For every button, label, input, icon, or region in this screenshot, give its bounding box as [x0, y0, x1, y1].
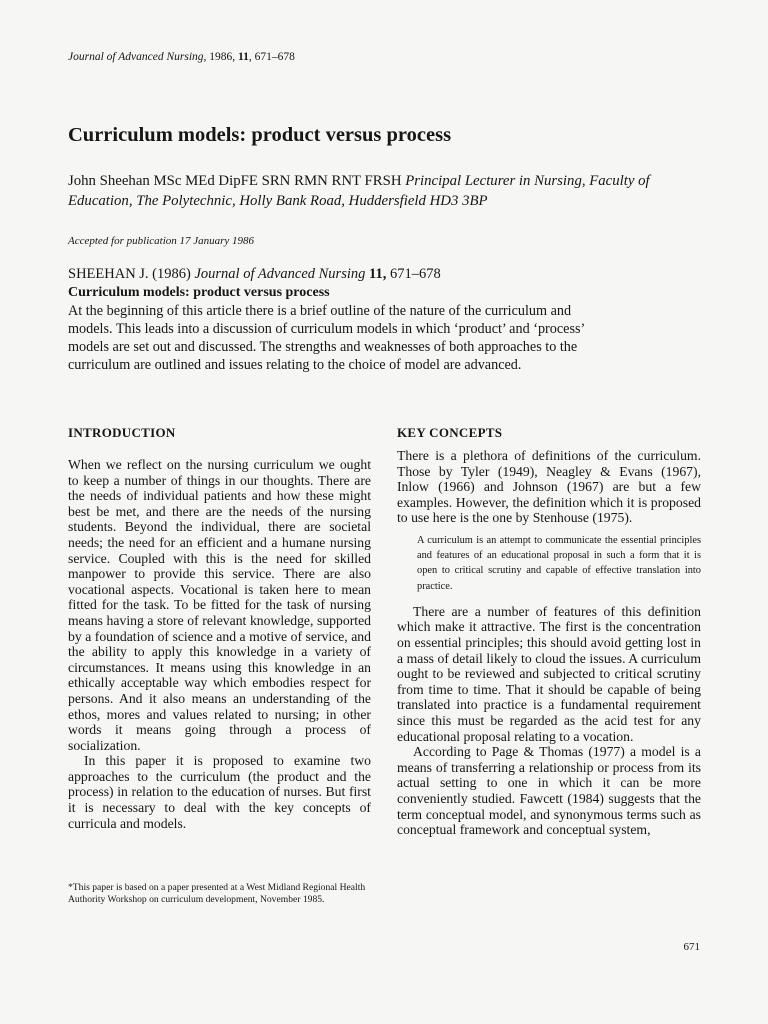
introduction-heading: INTRODUCTION [68, 425, 176, 440]
introduction-body [68, 457, 371, 831]
citation-volume: 11, [365, 266, 387, 282]
abstract-line: models are set out and discussed. The strengths and weaknesses of both approaches to the [68, 339, 578, 355]
abstract [68, 302, 708, 374]
accepted-date: Accepted for publication 17 January 1986 [68, 235, 255, 247]
key-concepts-body [397, 448, 701, 838]
introduction-paragraph: In this paper it is proposed to examine two approaches to the curriculum (the product and the process) in relation to the education of nurses. But first it is necessary to deal with the key concepts of curricula and models. [68, 753, 371, 831]
citation-pages: 671–678 [386, 266, 441, 282]
introduction-paragraph: When we reflect on the nursing curriculum we ought to keep a number of things in our thoughts. There are the needs of individual patients and how these might best be met, and there are the needs of the nursing students. Beyond the individual, there are societal needs; the need for an efficient and a humane nursing service. Coupled with this is the need for skilled manpower to provide this service. There are also vocational aspects. Vocational is taken here to mean fitted for the task. To be fitted for the task of nursing means having a store of relevant knowledge, supported by a foundation of science and a motive of service, and the ability to apply this knowledge in a variety of circumstances. It means using this knowledge in an ethically acceptable way which embodies respect for persons. And it also means an understanding of the ethos, mores and values related to nursing; in other words it means going through a process of socialization. [68, 457, 371, 753]
key-concepts-paragraph: There are a number of features of this definition which make it attractive. The first is the concentration on essential principles; this should avoid getting lost in a mass of detail likely to cloud the issues. A curriculum ought to be reviewed and subjected to critical scrutiny from time to time. That it should be capable of being translated into practice is a fundamental requirement since this must be regarded as the acid test for any educational proposal relating to a vocation. [397, 603, 701, 744]
citation-author-year: SHEEHAN J. (1986) [68, 266, 195, 282]
author-name: John Sheehan [68, 173, 150, 189]
abstract-line: At the beginning of this article there is a brief outline of the nature of the curriculum and [68, 303, 572, 319]
running-head [68, 51, 295, 63]
citation-journal: Journal of Advanced Nursing [194, 266, 366, 282]
page-number: 671 [683, 941, 700, 953]
author-qualifications: MSc MEd DipFE SRN RMN RNT FRSH [149, 173, 406, 189]
footnote: *This paper is based on a paper presented at a West Midland Regional Health Authority Workshop on curriculum development, November 1985. [68, 882, 366, 906]
abstract-line: models. This leads into a discussion of curriculum models in which ‘product’ and ‘process’ [68, 321, 586, 337]
key-concepts-paragraph: There is a plethora of definitions of the curriculum. Those by Tyler (1949), Neagley & Evans (1967), Inlow (1966) and Johnson (1967) are but a few examples. However, the definition which it is proposed to use here is the one by Stenhouse (1975). [397, 448, 701, 526]
abstract-line: curriculum are outlined and issues relating to the choice of model are advanced. [68, 357, 522, 373]
key-concepts-heading: KEY CONCEPTS [397, 425, 503, 440]
author-block [68, 171, 708, 211]
running-head-pages: , 671–678 [248, 51, 295, 63]
running-head-journal: Journal of Advanced Nursing [68, 51, 204, 63]
running-head-volume: 11 [238, 51, 249, 63]
abstract-title: Curriculum models: product versus process [68, 285, 330, 300]
block-quote: A curriculum is an attempt to communicate the essential principles and features of an educational proposal in such a form that it is open to critical scrutiny and capable of effective translation into practice. [417, 534, 701, 592]
article-title: Curriculum models: product versus process [68, 124, 452, 146]
citation-line [68, 265, 441, 283]
key-concepts-paragraph: According to Page & Thomas (1977) a model is a means of transferring a relationship or process from its actual setting to one in which it can be more conveniently studied. Fawcett (1984) suggests that the term conceptual model, and synonymous terms such as conceptual framework and conceptual system, [397, 744, 701, 838]
running-head-year: , 1986, [203, 51, 239, 63]
author-affiliation: Principal Lecturer in Nursing, Faculty of Education, The Polytechnic, Holly Bank Road, Huddersfield HD3 3BP [68, 173, 650, 209]
